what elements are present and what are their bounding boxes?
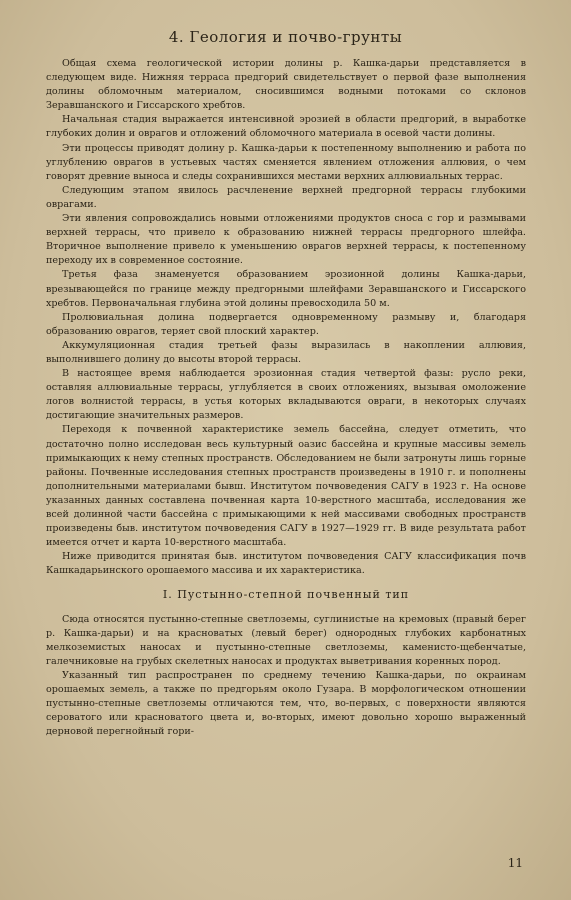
paragraph: Указанный тип распространен по среднему течению Кашка-дарьи, по окраинам орошаемых земель, а также по предгорьям около Гузара. В морфологическом отношении пустынно-степные светлоземы отличаются тем, что, во-первых, с поверхности являются сероватого или красноватого цвета и, во-вторых, имеют довольно хорошо выраженный дерновой перегнойный гори- bbox=[46, 669, 526, 738]
paragraph: В настоящее время наблюдается эрозионная стадия четвертой фазы: русло реки, оставляя аллювиальные террасы, углубляется в своих отложениях, вызывая омоложение логов волнистой террасы, в устья которых вкладываются овраги, в некоторых случаях достигающие значительных размеров. bbox=[46, 368, 526, 422]
paragraph: Общая схема геологической истории долины р. Кашка-дарьи представляется в следующем виде. Нижняя терраса предгорий свидетельствует о первой фазе выполнения долины обломочным материалом, сносившимся водными потоками со склонов Зеравшанского и Гиссарского хребтов. bbox=[46, 58, 526, 112]
document-body bbox=[46, 57, 526, 739]
paragraph: Переходя к почвенной характеристике земель бассейна, следует отметить, что достаточно полно исследован весь культурный оазис бассейна и крупные массивы земель примыкающих к нему степных пространств. Обследованием не были затронуты лишь горные районы. Почвенные исследования степных пространств произведены в 1910 г. и пополнены дополнительными материалами бывш. Институтом почвоведения САГУ в 1923 г. На основе указанных данных составлена почвенная карта 10-верстного масштаба, исследования же всей долинной части бассейна с примыкающими к ней массивами свободных пространств произведены быв. институтом почвоведения САГУ в 1927—1929 гг. В виде результата работ имеется отчет и карта 10-верстного масштаба. bbox=[46, 424, 526, 549]
paragraph: Третья фаза знаменуется образованием эрозионной долины Кашка-дарьи, врезывающейся по границе между предгорными шлейфами Зеравшанского и Гиссарского хребтов. Первоначальная глубина этой долины превосходила 50 м. bbox=[46, 269, 526, 309]
paragraph: Начальная стадия выражается интенсивной эрозией в области предгорий, в выработке глубоких долин и оврагов и отложений обломочного материала в осевой части долины. bbox=[46, 114, 526, 140]
paragraph: Эти явления сопровождались новыми отложениями продуктов сноса с гор и размывами верхней террасы, что привело к образованию нижней террасы предгорного шлейфа. Вторичное выполнение привело к уменьшению оврагов верхней террасы, к постепенному переходу их в современное состояние. bbox=[46, 213, 526, 267]
paragraph: Ниже приводится принятая быв. институтом почвоведения САГУ классификация почв Кашкадарьинского орошаемого массива и их характеристика. bbox=[46, 551, 526, 577]
paragraph: Следующим этапом явилось расчленение верхней предгорной террасы глубокими оврагами. bbox=[46, 184, 526, 210]
paragraph: Пролювиальная долина подвергается одновременному размыву и, благодаря образованию оврагов, теряет свой плоский характер. bbox=[46, 311, 526, 337]
page-number: 11 bbox=[507, 856, 523, 870]
paragraph: Эти процессы приводят долину р. Кашка-дарьи к постепенному выполнению и работа по углублению оврагов в устьевых частях сменяется явлением отложения аллювия, о чем говорят древние выноса и следы сохранившихся местами верхних аллювиальных террас. bbox=[46, 142, 526, 182]
page-title: 4. Геология и почво-грунты bbox=[168, 28, 403, 46]
paragraph: Аккумуляционная стадия третьей фазы выразилась в накоплении аллювия, выполнившего долину до высоты второй террасы. bbox=[46, 339, 526, 365]
paragraph: Сюда относятся пустынно-степные светлоземы, суглинистые на кремовых (правый берег р. Кашка-дарьи) и на красноватых (левый берег) однородных глубоких карбонатных мелкоземистых наносах и пустынно-степные светлоземы, каменисто-щебенчатые, галечниковые на грубых скелетных наносах и продуктах выветривания коренных пород. bbox=[46, 613, 526, 667]
section-title: I. Пустынно-степной почвенный тип bbox=[162, 588, 410, 602]
